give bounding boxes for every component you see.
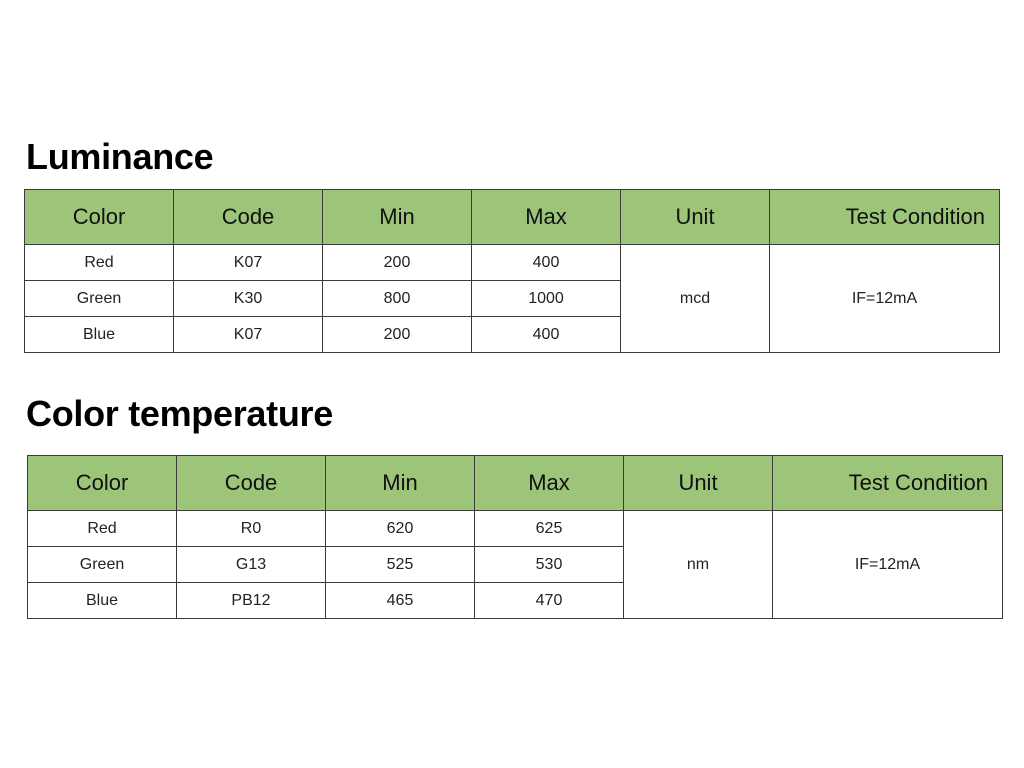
cell-max: 625 (475, 511, 624, 547)
header-color: Color (25, 190, 174, 245)
cell-code: K07 (174, 317, 323, 353)
header-code: Code (177, 456, 326, 511)
header-unit: Unit (621, 190, 770, 245)
cell-min: 525 (326, 547, 475, 583)
cell-max: 530 (475, 547, 624, 583)
luminance-table (24, 189, 1000, 353)
header-color: Color (28, 456, 177, 511)
cell-unit: mcd (621, 245, 770, 353)
cell-color: Blue (25, 317, 174, 353)
header-min: Min (326, 456, 475, 511)
cell-test-condition: IF=12mA (770, 245, 1000, 353)
cell-code: G13 (177, 547, 326, 583)
cell-color: Red (28, 511, 177, 547)
cell-code: K07 (174, 245, 323, 281)
cell-unit: nm (624, 511, 773, 619)
cell-code: K30 (174, 281, 323, 317)
color-temperature-title: Color temperature (26, 393, 333, 434)
luminance-title: Luminance (26, 136, 214, 177)
header-test-condition: Test Condition (773, 456, 1003, 511)
cell-test-condition: IF=12mA (773, 511, 1003, 619)
table-row (28, 511, 1003, 547)
color-temperature-table (27, 455, 1003, 619)
cell-max: 400 (472, 245, 621, 281)
header-code: Code (174, 190, 323, 245)
cell-code: PB12 (177, 583, 326, 619)
header-unit: Unit (624, 456, 773, 511)
header-max: Max (475, 456, 624, 511)
cell-color: Red (25, 245, 174, 281)
cell-max: 400 (472, 317, 621, 353)
luminance-header-row (25, 190, 1000, 245)
cell-min: 200 (323, 317, 472, 353)
cell-max: 1000 (472, 281, 621, 317)
color-temperature-header-row (28, 456, 1003, 511)
cell-color: Blue (28, 583, 177, 619)
cell-color: Green (25, 281, 174, 317)
header-test-condition: Test Condition (770, 190, 1000, 245)
cell-color: Green (28, 547, 177, 583)
cell-min: 620 (326, 511, 475, 547)
cell-code: R0 (177, 511, 326, 547)
header-max: Max (472, 190, 621, 245)
table-row (25, 245, 1000, 281)
cell-max: 470 (475, 583, 624, 619)
cell-min: 465 (326, 583, 475, 619)
cell-min: 200 (323, 245, 472, 281)
header-min: Min (323, 190, 472, 245)
cell-min: 800 (323, 281, 472, 317)
